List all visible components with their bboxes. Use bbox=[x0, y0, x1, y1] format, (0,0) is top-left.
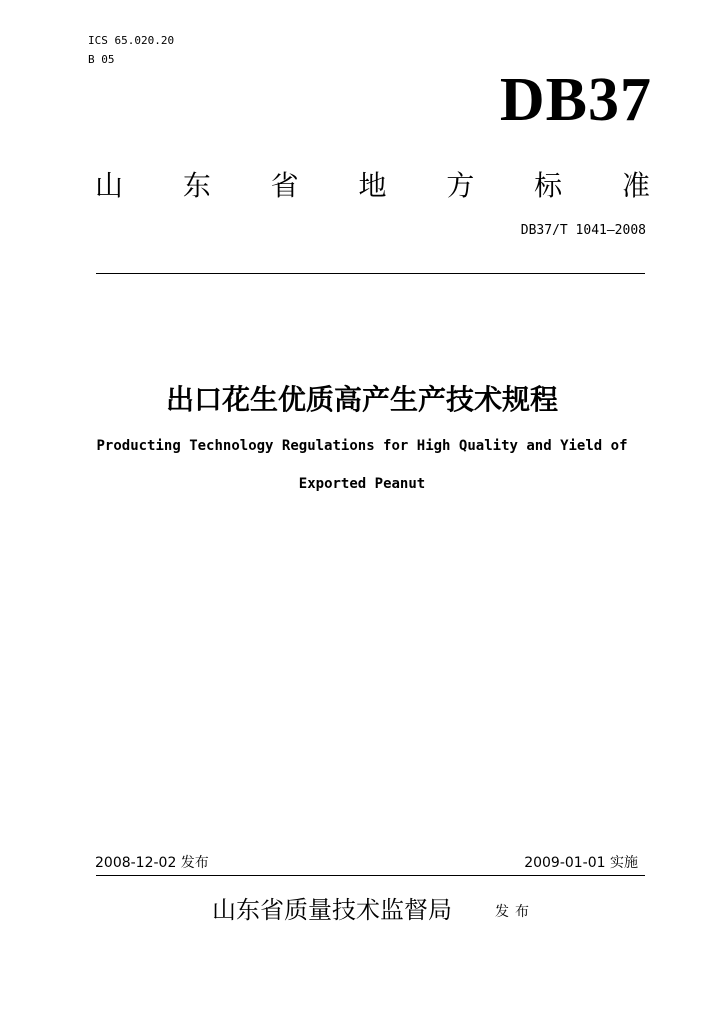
standard-type-char: 标 bbox=[534, 169, 563, 202]
standard-number: DB37/T 1041—2008 bbox=[520, 223, 646, 238]
standard-type-char: 东 bbox=[182, 169, 211, 202]
ics-code: ICS 65.020.20 bbox=[88, 34, 175, 47]
chinese-title: 出口花生优质高产生产技术规程 bbox=[165, 383, 558, 416]
english-title-line2: Exported Peanut bbox=[298, 476, 426, 492]
standard-code-logo: DB37 bbox=[499, 66, 652, 134]
bottom-divider bbox=[96, 875, 645, 876]
implement-date: 2009-01-01 实施 bbox=[524, 855, 638, 871]
english-title-line1: Producting Technology Regulations for High Quality and Yield of bbox=[96, 438, 628, 454]
issue-label: 发布 bbox=[495, 904, 535, 920]
standard-type-char: 地 bbox=[358, 169, 387, 202]
standard-type-char: 省 bbox=[270, 169, 299, 202]
issuer-name: 山东省质量技术监督局 bbox=[212, 896, 452, 924]
publish-date: 2008-12-02 发布 bbox=[95, 855, 209, 871]
standard-type-char: 山 bbox=[95, 169, 124, 202]
classification-code: B 05 bbox=[88, 53, 115, 66]
standard-type-char: 准 bbox=[621, 169, 650, 202]
top-divider bbox=[96, 273, 645, 274]
standard-type-char: 方 bbox=[446, 169, 475, 202]
standard-type-title bbox=[95, 166, 650, 206]
